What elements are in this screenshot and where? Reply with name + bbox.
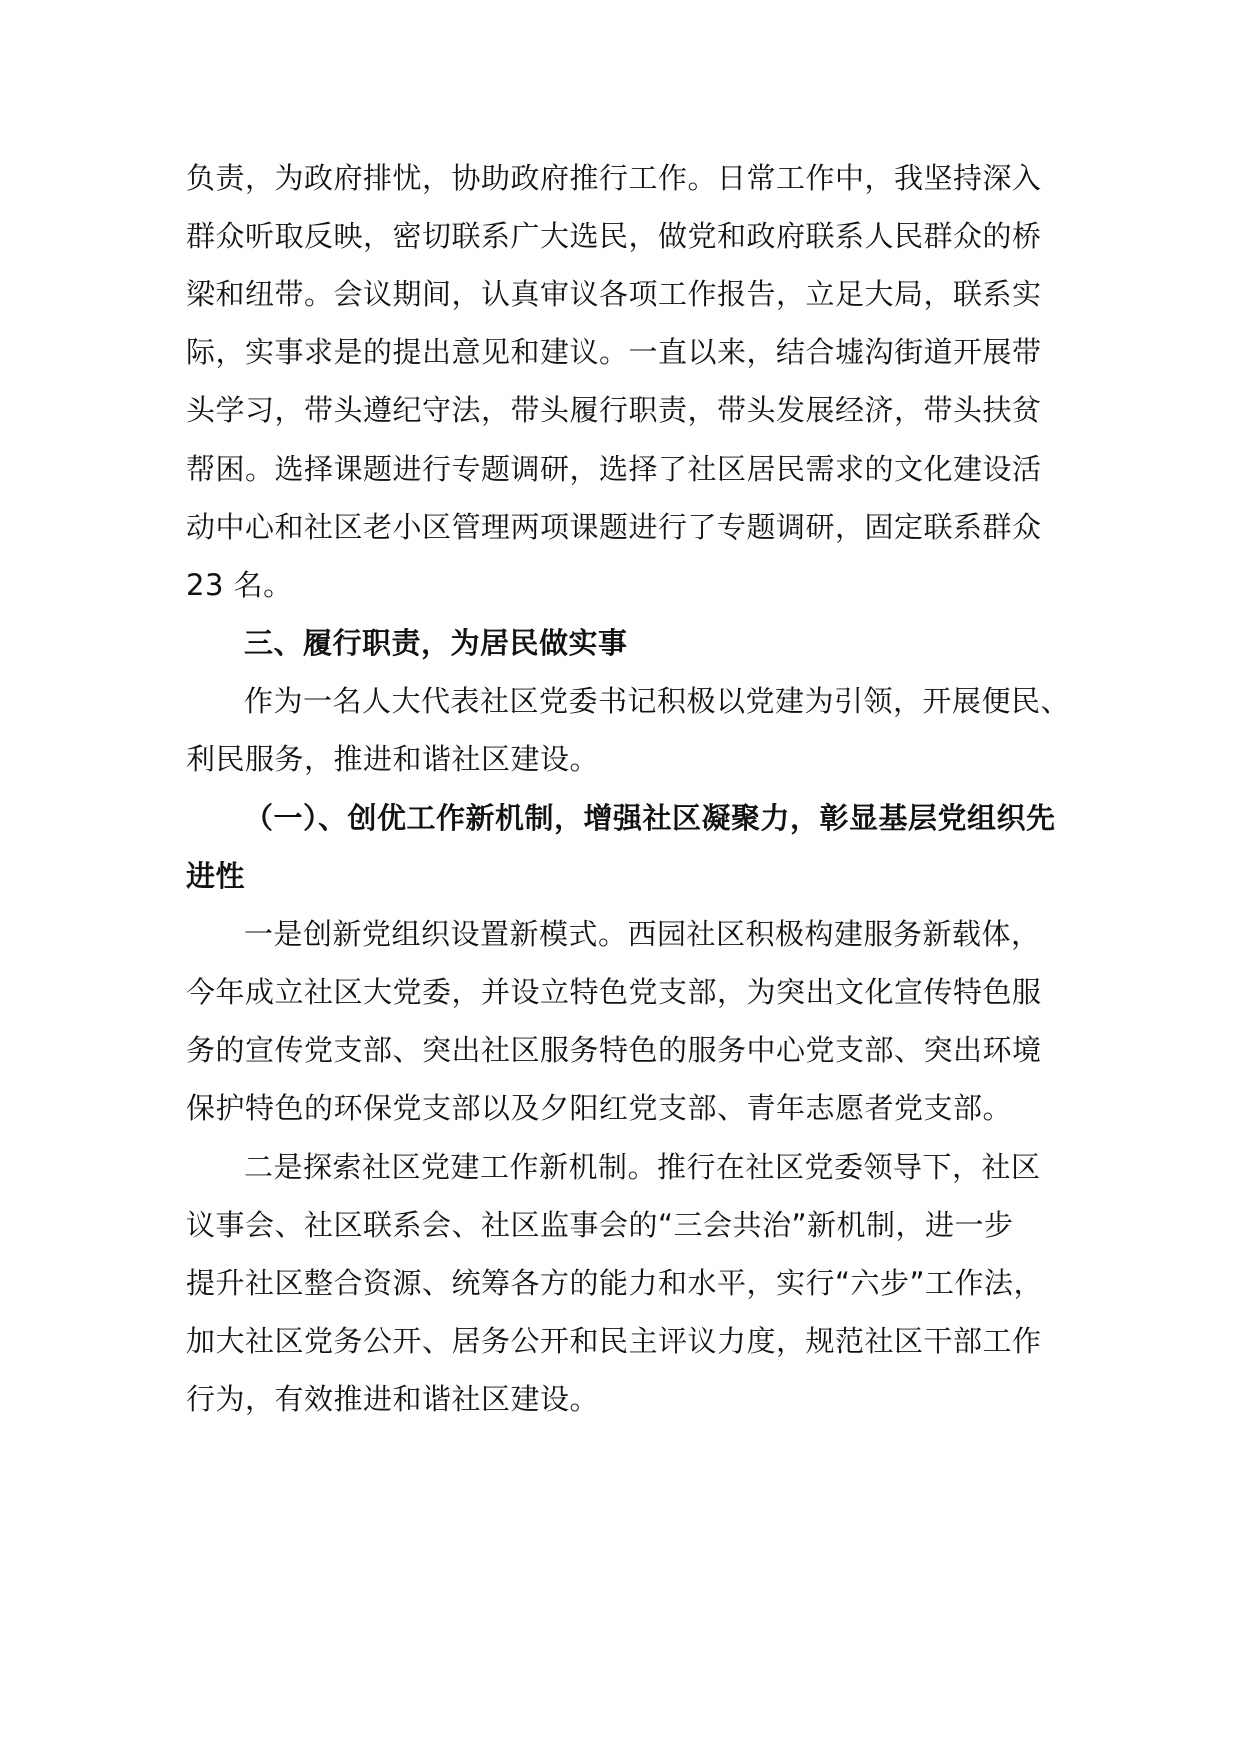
body-text-line: 梁和纽带。会议期间，认真审议各项工作报告，立足大局，联系实 [186,277,1042,311]
body-text-line: 帮困。选择课题进行专题调研，选择了社区居民需求的文化建设活 [186,452,1042,486]
body-text-line: 务的宣传党支部、突出社区服务特色的服务中心党支部、突出环境 [186,1033,1042,1067]
subsection-heading: （一）、创优工作新机制，增强社区凝聚力，彰显基层党组织先 [244,801,1056,835]
body-text-line: 作为一名人大代表社区党委书记积极以党建为引领，开展便民、 [244,684,1071,718]
body-text-line: 保护特色的环保党支部以及夕阳红党支部、青年志愿者党支部。 [186,1091,1013,1125]
subsection-heading-continued: 进性 [186,859,246,893]
body-text-line: 头学习，带头遵纪守法，带头履行职责，带头发展经济，带头扶贫 [186,393,1042,427]
body-text-line: 动中心和社区老小区管理两项课题进行了专题调研，固定联系群众 [186,510,1042,544]
body-text-line: 23 名。 [186,568,293,602]
body-text-line: 一是创新党组织设置新模式。西园社区积极构建服务新载体， [244,917,1041,951]
body-text-line: 加大社区党务公开、居务公开和民主评议力度，规范社区干部工作 [186,1324,1042,1358]
body-text-line: 今年成立社区大党委，并设立特色党支部，为突出文化宣传特色服 [186,975,1042,1009]
body-text-line: 提升社区整合资源、统筹各方的能力和水平，实行“六步”工作法， [186,1266,1044,1300]
section-heading: 三、履行职责，为居民做实事 [244,626,628,660]
body-text-line: 二是探索社区党建工作新机制。推行在社区党委领导下，社区 [244,1150,1041,1184]
body-text-line: 行为，有效推进和谐社区建设。 [186,1382,600,1416]
body-text-line: 际，实事求是的提出意见和建议。一直以来，结合墟沟街道开展带 [186,335,1042,369]
body-text-line: 群众听取反映，密切联系广大选民，做党和政府联系人民群众的桥 [186,219,1042,253]
body-text-line: 利民服务，推进和谐社区建设。 [186,742,600,776]
body-text-line: 负责，为政府排忧，协助政府推行工作。日常工作中，我坚持深入 [186,161,1042,195]
body-text-line: 议事会、社区联系会、社区监事会的“三会共治”新机制，进一步 [186,1208,1014,1242]
